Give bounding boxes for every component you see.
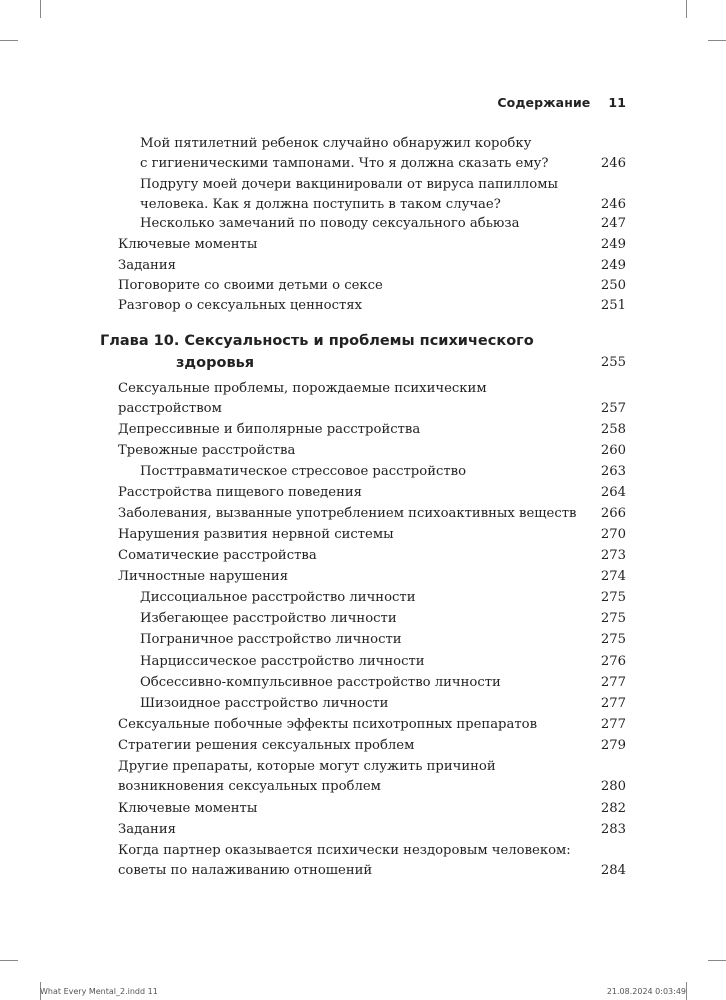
footer-timestamp: 21.08.2024 0:03:49 (606, 987, 686, 996)
running-head-page: 11 (608, 95, 626, 110)
crop-mark (686, 982, 687, 1000)
running-head (497, 95, 626, 110)
crop-mark (708, 40, 726, 41)
crop-mark (708, 960, 726, 961)
crop-mark (0, 40, 18, 41)
crop-mark (0, 960, 18, 961)
crop-mark (40, 0, 41, 18)
running-head-title: Содержание (497, 95, 591, 110)
crop-mark (686, 0, 687, 18)
footer-file-name: What Every Mental_2.indd 11 (40, 987, 158, 996)
